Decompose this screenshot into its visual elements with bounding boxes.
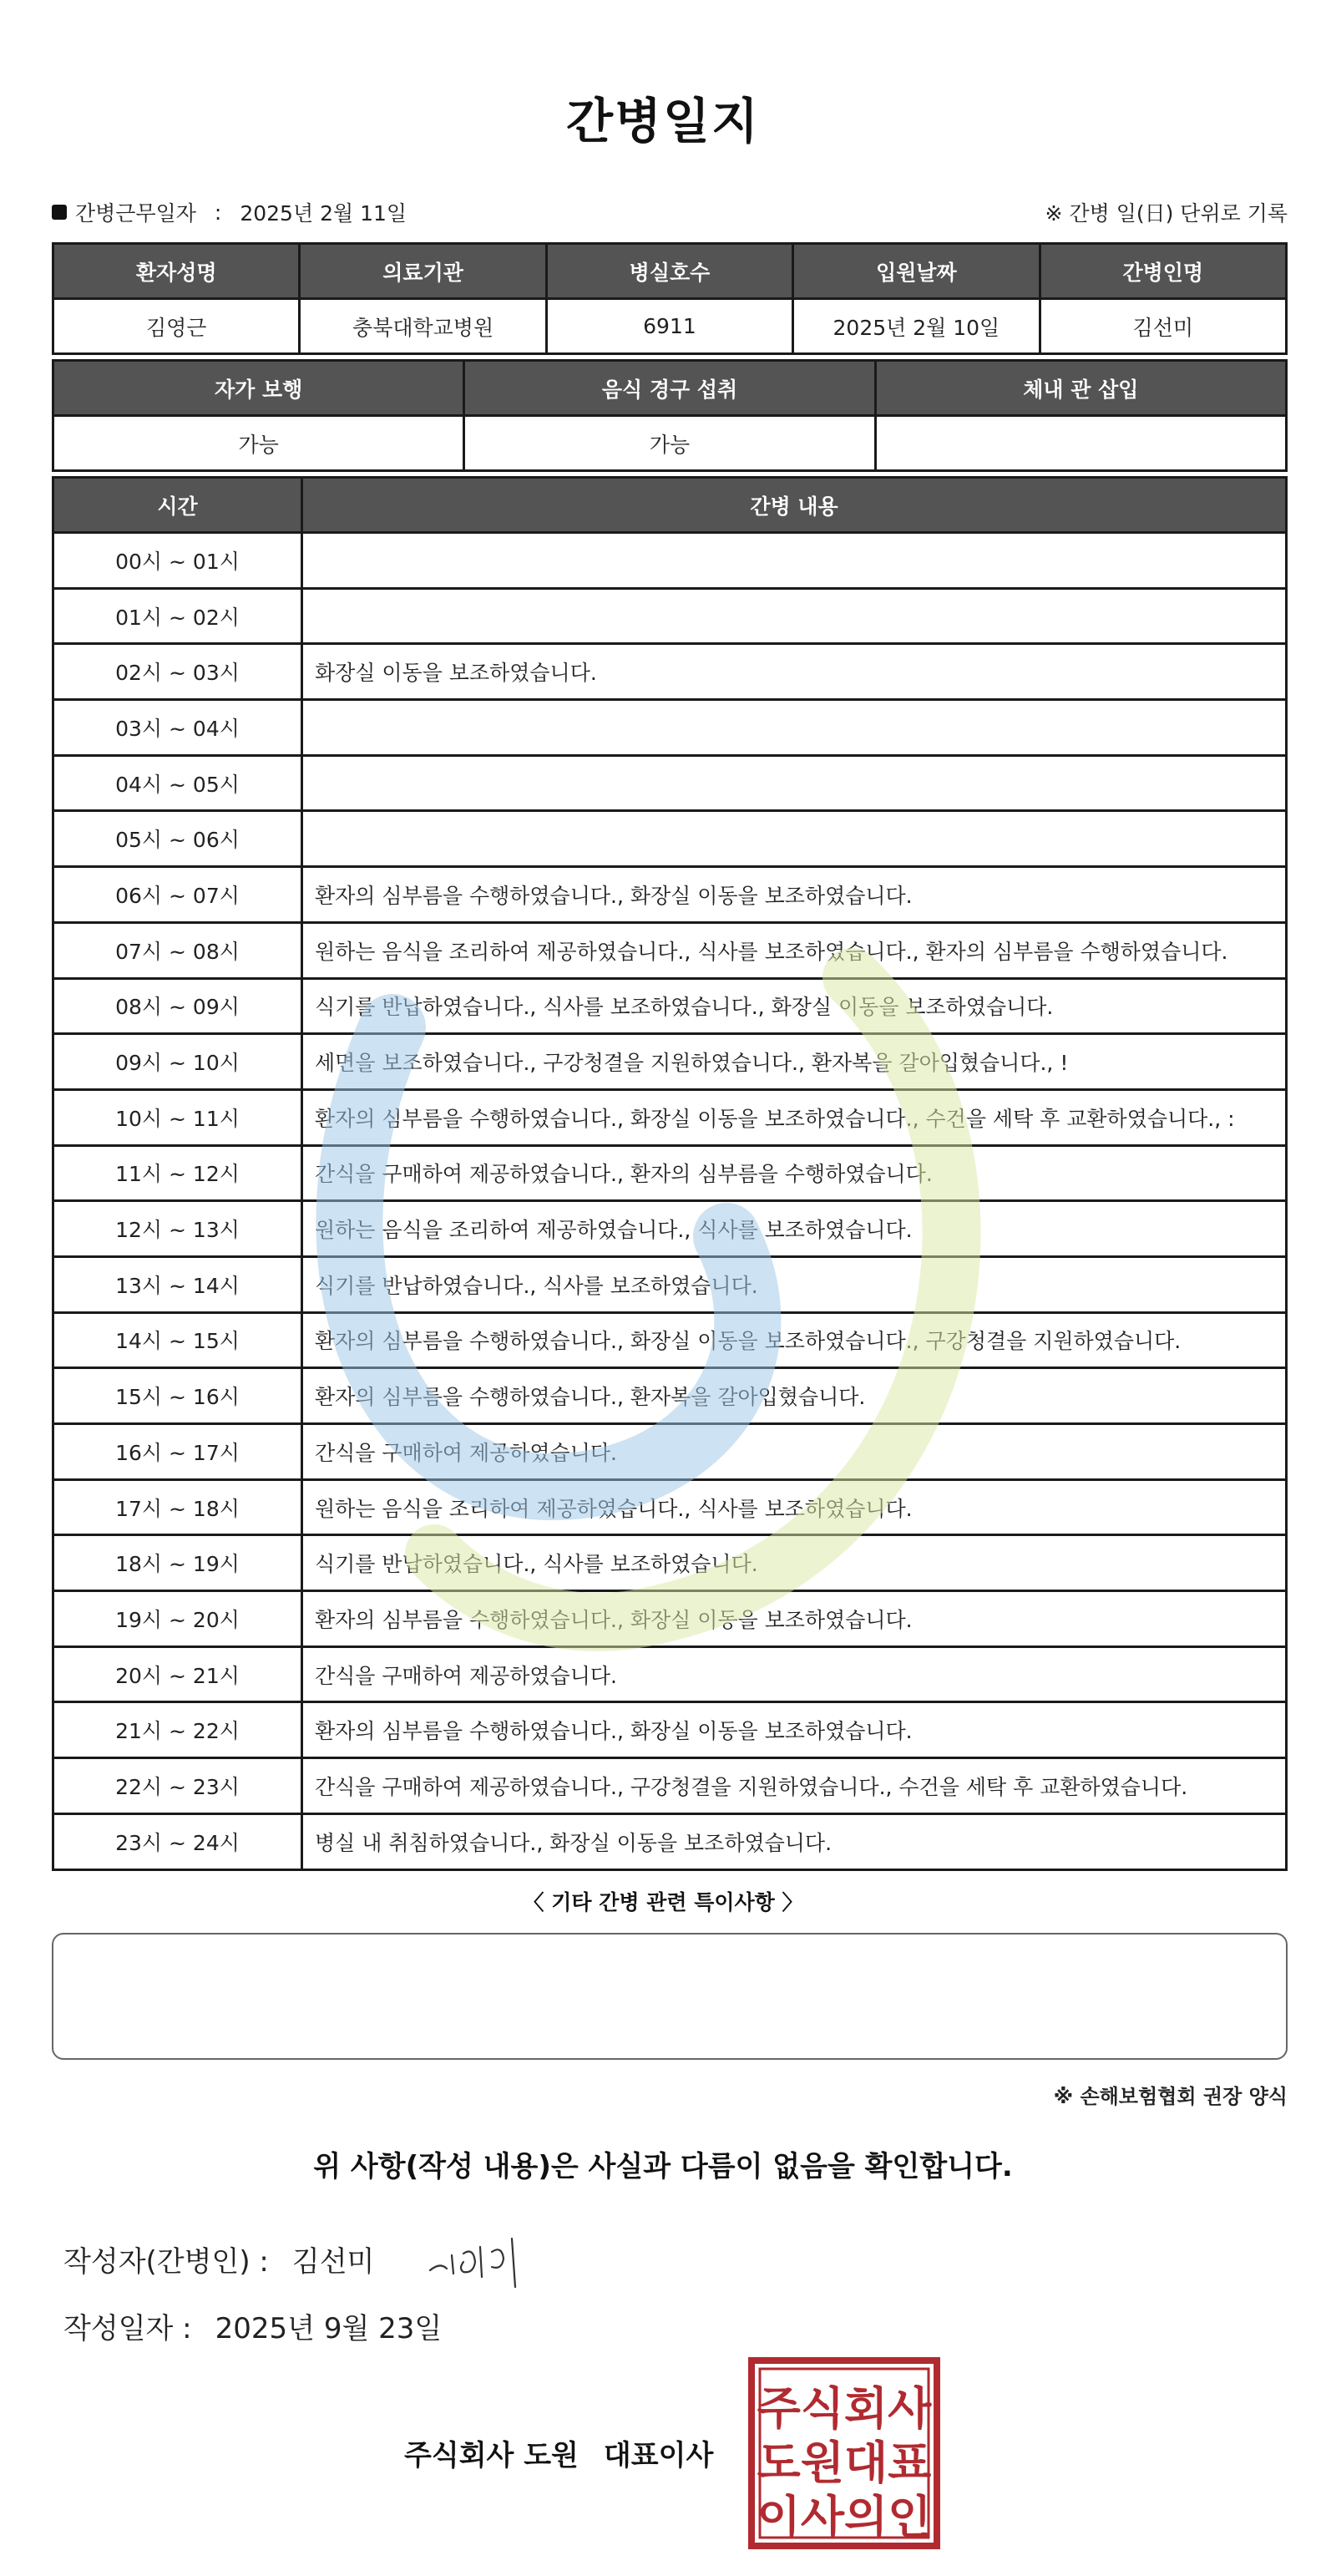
header-care-content: 간병 내용 <box>302 478 1287 533</box>
company-seal-stamp <box>748 2357 940 2549</box>
care-content-cell: 화장실 이동을 보조하였습니다. <box>302 644 1287 700</box>
time-cell: 15시 ~ 16시 <box>53 1368 302 1424</box>
care-content-cell: 식기를 반납하였습니다., 식사를 보조하였습니다. <box>302 1256 1287 1312</box>
time-cell: 12시 ~ 13시 <box>53 1201 302 1257</box>
care-content-cell <box>302 755 1287 811</box>
time-cell: 18시 ~ 19시 <box>53 1535 302 1591</box>
time-cell: 00시 ~ 01시 <box>53 533 302 589</box>
written-date-value: 2025년 9월 23일 <box>215 2312 443 2345</box>
work-date-colon: : <box>214 200 222 225</box>
table-row <box>53 1089 1287 1145</box>
care-content-cell <box>302 533 1287 589</box>
recommend-note: ※ 손해보험협회 권장 양식 <box>1053 2085 1288 2108</box>
value-patient-name: 김영근 <box>53 299 300 354</box>
table-row <box>53 588 1287 644</box>
value-room: 6911 <box>546 299 792 354</box>
care-content-cell: 식기를 반납하였습니다., 식사를 보조하였습니다., 화장실 이동을 보조하였습니다. <box>302 978 1287 1034</box>
table-row <box>53 1201 1287 1257</box>
care-content-cell: 환자의 심부름을 수행하였습니다., 화장실 이동을 보조하였습니다., 수건을 세탁 후 교환하였습니다., : <box>302 1089 1287 1145</box>
time-cell: 07시 ~ 08시 <box>53 922 302 978</box>
seal-line-1: 주식회사 <box>757 2382 932 2435</box>
care-log-body <box>53 533 1287 1870</box>
time-cell: 08시 ~ 09시 <box>53 978 302 1034</box>
square-bullet-icon <box>52 205 67 220</box>
header-time: 시간 <box>53 478 302 533</box>
time-cell: 16시 ~ 17시 <box>53 1424 302 1480</box>
table-row <box>53 1479 1287 1535</box>
written-date-label: 작성일자 : <box>63 2312 192 2345</box>
value-walking: 가능 <box>53 416 464 471</box>
header-room: 병실호수 <box>546 244 792 299</box>
time-cell: 02시 ~ 03시 <box>53 644 302 700</box>
care-content-cell <box>302 811 1287 867</box>
header-patient-name: 환자성명 <box>53 244 300 299</box>
table-row <box>53 922 1287 978</box>
work-date-label: 간병근무일자 <box>75 201 196 226</box>
time-cell: 09시 ~ 10시 <box>53 1034 302 1090</box>
table-row <box>53 867 1287 923</box>
care-content-cell: 식기를 반납하였습니다., 식사를 보조하였습니다. <box>302 1535 1287 1591</box>
company-rep: 대표이사 <box>603 2439 714 2472</box>
unit-note: ※ 간병 일(日) 단위로 기록 <box>1045 201 1288 226</box>
table-row <box>53 644 1287 700</box>
header-tube-insertion: 체내 관 삽입 <box>875 361 1286 416</box>
document-title: 간병일지 <box>565 93 761 150</box>
value-hospital: 충북대학교병원 <box>300 299 546 354</box>
confirm-statement: 위 사항(작성 내용)은 사실과 다름이 없음을 확인합니다. <box>313 2150 1013 2183</box>
care-content-cell <box>302 588 1287 644</box>
care-content-cell: 간식을 구매하여 제공하였습니다. <box>302 1424 1287 1480</box>
table-row <box>53 811 1287 867</box>
time-cell: 21시 ~ 22시 <box>53 1702 302 1758</box>
table-row <box>53 1256 1287 1312</box>
table-row <box>53 1145 1287 1201</box>
table-row <box>53 700 1287 756</box>
time-cell: 13시 ~ 14시 <box>53 1256 302 1312</box>
value-tube-insertion <box>875 416 1286 471</box>
table-row <box>53 1758 1287 1814</box>
time-cell: 01시 ~ 02시 <box>53 588 302 644</box>
time-cell: 19시 ~ 20시 <box>53 1591 302 1647</box>
care-content-cell <box>302 700 1287 756</box>
writer-name: 김선미 <box>291 2245 375 2279</box>
care-content-cell: 원하는 음식을 조리하여 제공하였습니다., 식사를 보조하였습니다. <box>302 1479 1287 1535</box>
care-content-cell: 환자의 심부름을 수행하였습니다., 화장실 이동을 보조하였습니다. <box>302 1591 1287 1647</box>
care-content-cell: 병실 내 취침하였습니다., 화장실 이동을 보조하였습니다. <box>302 1813 1287 1869</box>
care-log-table <box>52 476 1288 1871</box>
value-oral-intake: 가능 <box>464 416 875 471</box>
table-row <box>53 1702 1287 1758</box>
company-line <box>404 2432 713 2473</box>
care-content-cell: 환자의 심부름을 수행하였습니다., 화장실 이동을 보조하였습니다. <box>302 1702 1287 1758</box>
care-content-cell: 환자의 심부름을 수행하였습니다., 화장실 이동을 보조하였습니다. <box>302 867 1287 923</box>
table-row <box>53 1535 1287 1591</box>
time-cell: 05시 ~ 06시 <box>53 811 302 867</box>
patient-info-table <box>52 242 1288 355</box>
notes-heading: 〈 기타 간병 관련 특이사항 〉 <box>523 1890 803 1914</box>
writer-label: 작성자(간병인) : <box>63 2245 269 2279</box>
handwritten-signature <box>422 2222 547 2297</box>
written-date-line <box>63 2305 442 2346</box>
time-cell: 11시 ~ 12시 <box>53 1145 302 1201</box>
care-content-cell: 간식을 구매하여 제공하였습니다., 환자의 심부름을 수행하였습니다. <box>302 1145 1287 1201</box>
company-name: 주식회사 도원 <box>404 2439 579 2472</box>
table-row <box>53 978 1287 1034</box>
time-cell: 20시 ~ 21시 <box>53 1646 302 1702</box>
value-caregiver-name: 김선미 <box>1040 299 1286 354</box>
work-date-value: 2025년 2월 11일 <box>240 201 407 226</box>
seal-line-3: 이사의인 <box>757 2491 932 2543</box>
meta-row <box>52 197 1288 227</box>
care-content-cell: 원하는 음식을 조리하여 제공하였습니다., 식사를 보조하였습니다., 환자의 심부름을 수행하였습니다. <box>302 922 1287 978</box>
seal-line-2: 도원대표 <box>757 2437 932 2489</box>
time-cell: 17시 ~ 18시 <box>53 1479 302 1535</box>
table-row <box>53 755 1287 811</box>
time-cell: 03시 ~ 04시 <box>53 700 302 756</box>
care-content-cell: 원하는 음식을 조리하여 제공하였습니다., 식사를 보조하였습니다. <box>302 1201 1287 1257</box>
header-admission-date: 입원날짜 <box>793 244 1040 299</box>
notes-box <box>52 1933 1288 2060</box>
time-cell: 22시 ~ 23시 <box>53 1758 302 1814</box>
care-content-cell: 간식을 구매하여 제공하였습니다., 구강청결을 지원하였습니다., 수건을 세탁 후 교환하였습니다. <box>302 1758 1287 1814</box>
time-cell: 23시 ~ 24시 <box>53 1813 302 1869</box>
table-row <box>53 1424 1287 1480</box>
header-walking: 자가 보행 <box>53 361 464 416</box>
time-cell: 06시 ~ 07시 <box>53 867 302 923</box>
care-content-cell: 세면을 보조하였습니다., 구강청결을 지원하였습니다., 환자복을 갈아입혔습니다., ! <box>302 1034 1287 1090</box>
time-cell: 14시 ~ 15시 <box>53 1312 302 1368</box>
time-cell: 10시 ~ 11시 <box>53 1089 302 1145</box>
care-content-cell: 간식을 구매하여 제공하였습니다. <box>302 1646 1287 1702</box>
table-row <box>53 1813 1287 1869</box>
writer-line <box>63 2239 374 2279</box>
table-row <box>53 533 1287 589</box>
header-oral-intake: 음식 경구 섭취 <box>464 361 875 416</box>
table-row <box>53 1368 1287 1424</box>
table-row <box>53 1312 1287 1368</box>
time-cell: 04시 ~ 05시 <box>53 755 302 811</box>
patient-status-table <box>52 359 1288 472</box>
table-row <box>53 1646 1287 1702</box>
header-hospital: 의료기관 <box>300 244 546 299</box>
care-content-cell: 환자의 심부름을 수행하였습니다., 화장실 이동을 보조하였습니다., 구강청결을 지원하였습니다. <box>302 1312 1287 1368</box>
table-row <box>53 1034 1287 1090</box>
care-content-cell: 환자의 심부름을 수행하였습니다., 환자복을 갈아입혔습니다. <box>302 1368 1287 1424</box>
table-row <box>53 1591 1287 1647</box>
header-caregiver-name: 간병인명 <box>1040 244 1286 299</box>
work-date <box>52 197 407 227</box>
value-admission-date: 2025년 2월 10일 <box>793 299 1040 354</box>
